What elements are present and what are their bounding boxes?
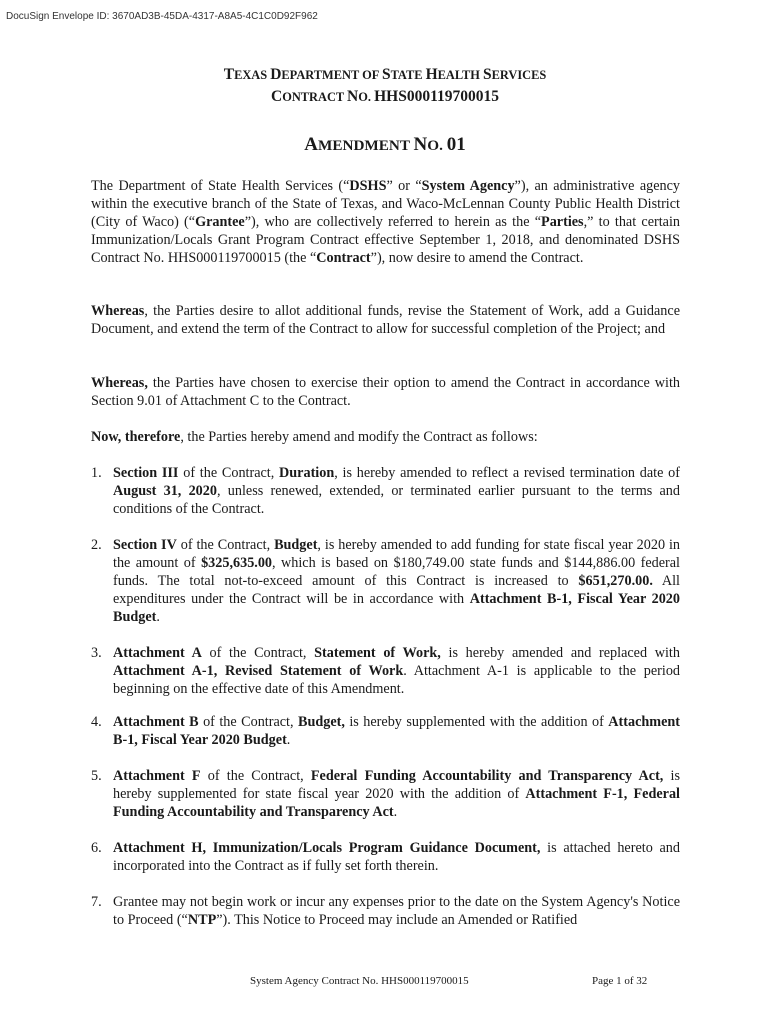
item-number: 3.: [91, 645, 102, 661]
item-text: Attachment A of the Contract, Statement of Work, is hereby amended and replaced with Attachment A-1, Revised Statement of Work. Attachment A-1 is applicable to the period beginning on the effective date of this Amendment.: [113, 645, 681, 697]
amendment-item: [91, 536, 680, 626]
item-text: Section III of the Contract, Duration, is hereby amended to reflect a revised termination date of August 31, 2020, unless renewed, extended, or terminated earlier pursuant to the terms and conditions of the Contract.: [113, 465, 680, 517]
item-number: 4.: [91, 714, 102, 730]
item-text: Grantee may not begin work or incur any expenses prior to the date on the System Agency's Notice to Proceed (“NTP”). This Notice to Proceed may include an Amended or Ratified: [113, 894, 680, 928]
item-text: Attachment F of the Contract, Federal Funding Accountability and Transparency Act, is hereby supplemented for state fiscal year 2020 with the addition of Attachment F-1, Federal Funding Accountability and Transparency Act.: [113, 768, 680, 820]
amendment-item: [91, 713, 680, 749]
footer-contract-number: System Agency Contract No. HHS000119700015: [250, 975, 469, 987]
amendment-item: [91, 644, 680, 698]
footer-page-number: Page 1 of 32: [592, 975, 648, 987]
contract-number-title: CONTRACT NO. HHS000119700015: [271, 88, 499, 105]
item-number: 6.: [91, 840, 102, 856]
item-number: 2.: [91, 537, 102, 553]
amendment-item: [91, 767, 680, 821]
whereas-paragraph-2: Whereas, the Parties have chosen to exercise their option to amend the Contract in accordance with Section 9.01 of Attachment C to the Contract.: [91, 375, 680, 409]
item-number: 5.: [91, 768, 102, 784]
amendment-item: [91, 839, 680, 875]
amendment-item: [91, 893, 680, 929]
department-title: TEXAS DEPARTMENT OF STATE HEALTH SERVICES: [223, 66, 547, 83]
intro-paragraph: The Department of State Health Services (“DSHS” or “System Agency”), an administrative agency within the executive branch of the State of Texas, and Waco-McLennan County Public Health District (City of Waco) (“Grantee”), who are collectively referred to herein as the “Parties,” to that certain Immunization/Locals Grant Program Contract effective September 1, 2018, and denominated DSHS Contract No. HHS000119700015 (the “Contract”), now desire to amend the Contract.: [91, 178, 680, 266]
item-text: Attachment H, Immunization/Locals Program Guidance Document, is attached hereto and incorporated into the Contract as if fully set forth therein.: [113, 840, 680, 874]
docusign-envelope-id: DocuSign Envelope ID: 3670AD3B-45DA-4317-A8A5-4C1C0D92F962: [6, 11, 318, 22]
item-text: Attachment B of the Contract, Budget, is hereby supplemented with the addition of Attachment B-1, Fiscal Year 2020 Budget.: [113, 714, 680, 748]
now-therefore-paragraph: Now, therefore, the Parties hereby amend and modify the Contract as follows:: [91, 429, 538, 445]
item-number: 1.: [91, 465, 102, 481]
whereas-paragraph-1: Whereas, the Parties desire to allot additional funds, revise the Statement of Work, add a Guidance Document, and extend the term of the Contract to allow for successful completion of the Project; and: [91, 303, 680, 337]
amendment-item: [91, 464, 680, 518]
item-text: Section IV of the Contract, Budget, is hereby amended to add funding for state fiscal year 2020 in the amount of $325,635.00, which is based on $180,749.00 state funds and $144,886.00 federal funds. The total not-to-exceed amount of this Contract is increased to $651,270.00. All expenditures under the Contract will be in accordance with Attachment B-1, Fiscal Year 2020 Budget.: [113, 537, 681, 625]
item-number: 7.: [91, 894, 102, 910]
amendment-title: AMENDMENT NO. 01: [304, 134, 466, 155]
